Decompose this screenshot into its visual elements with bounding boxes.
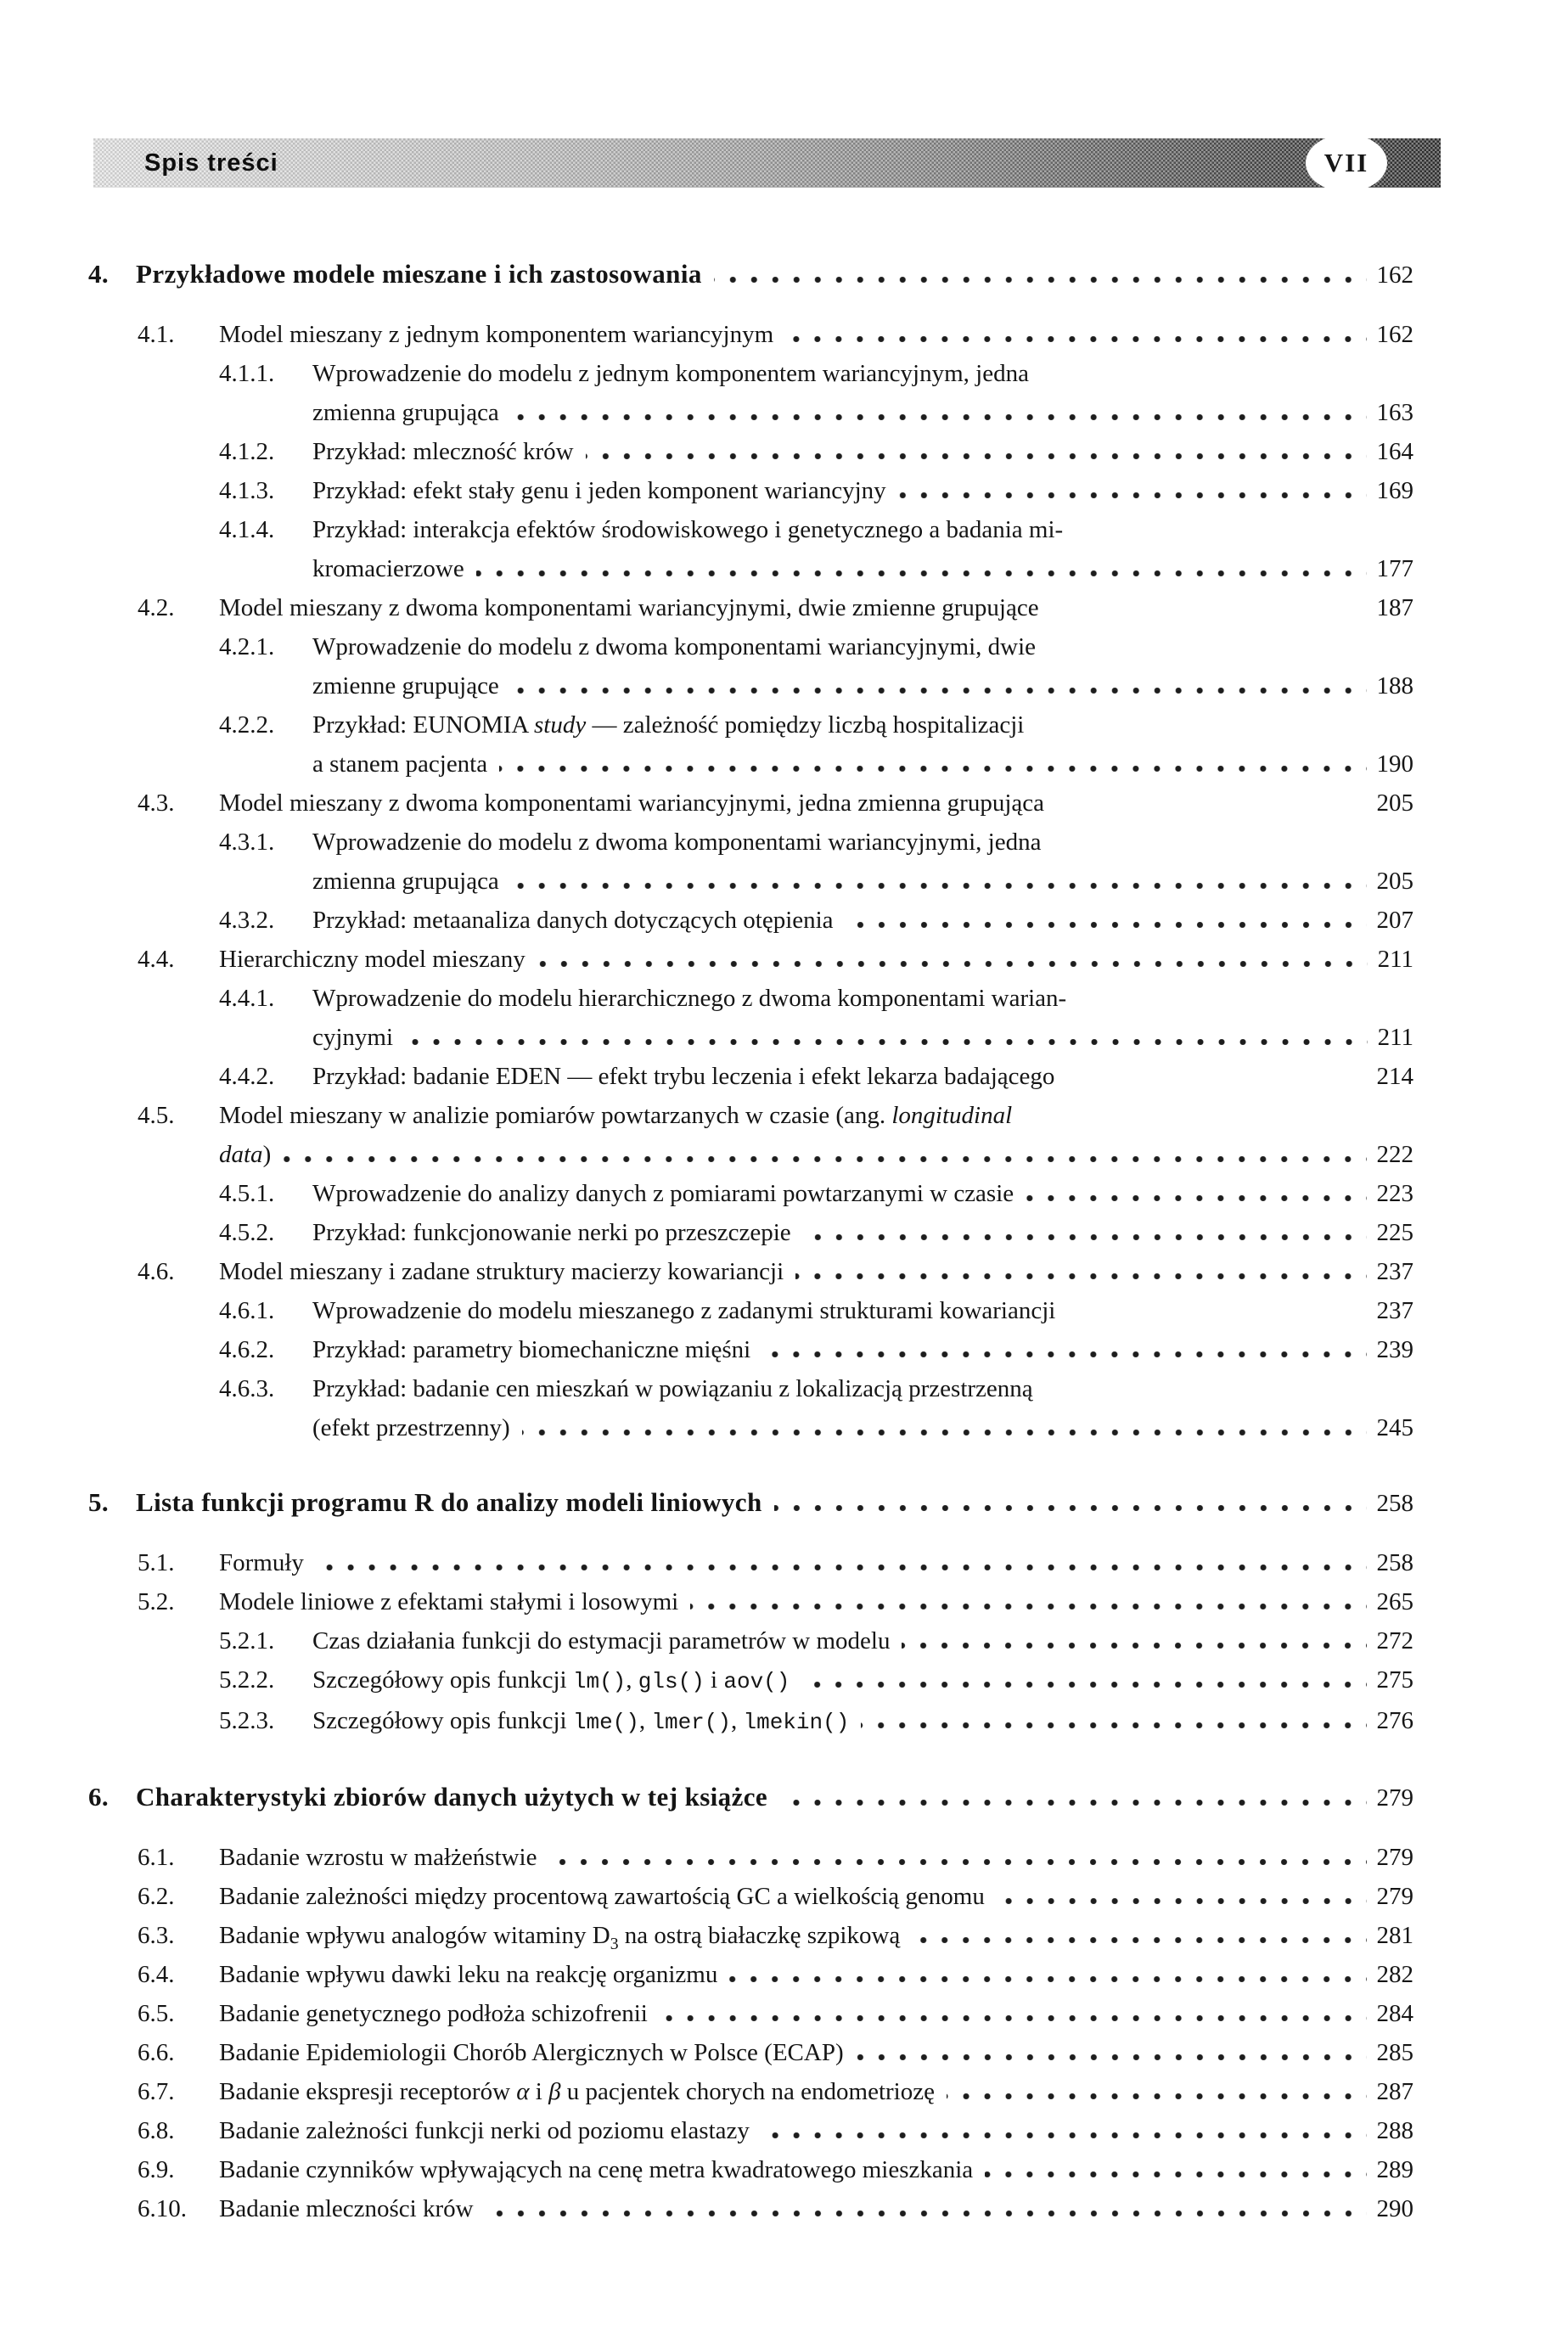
- toc-entry-line: [88, 901, 1413, 940]
- entry-title: [219, 940, 525, 979]
- entry-text-segment: Przykład: efekt stały genu i jeden komponent wariancyjny: [312, 477, 886, 504]
- toc-entry-line: [88, 666, 1413, 705]
- entry-number: 6.7.: [138, 2078, 175, 2105]
- entry-text-segment: Przykład: funkcjonowanie nerki po przeszczepie: [312, 1219, 791, 1246]
- entry-number: 6.3.: [138, 1922, 175, 1949]
- entry-page-number: 290: [1376, 2195, 1413, 2222]
- chapter-number: 6.: [88, 1782, 110, 1812]
- entry-text-segment: Model mieszany z dwoma komponentami wariancyjnymi, jedna zmienna grupująca: [219, 789, 1044, 817]
- toc-entry-line: [88, 1838, 1413, 1877]
- entry-title: [312, 1621, 890, 1660]
- entry-text-segment: zmienna grupująca: [312, 868, 499, 895]
- entry-text-segment: Przykład: badanie cen mieszkań w powiązaniu z lokalizacją przestrzenną: [312, 1375, 1033, 1402]
- entry-title: [312, 979, 1066, 1018]
- dot-leader: [1056, 805, 1367, 811]
- toc-entry-line: [88, 549, 1413, 588]
- page-number-badge: VII: [1306, 134, 1387, 192]
- toc-entry-line: [88, 315, 1413, 354]
- dot-leader: [486, 2211, 1367, 2216]
- entry-title: [312, 1213, 791, 1252]
- toc-entry-line: [88, 823, 1413, 862]
- entry-page-number: 287: [1376, 2078, 1413, 2105]
- entry-text-i: β: [548, 2078, 561, 2105]
- entry-page-number: 225: [1376, 1219, 1413, 1246]
- entry-text-segment: Przykład: interakcja efektów środowiskowego i genetycznego a badania mi-: [312, 516, 1064, 543]
- entry-number: 4.1.1.: [219, 360, 275, 387]
- entry-title: [219, 2150, 973, 2189]
- entry-page-number: 163: [1376, 399, 1413, 426]
- entry-text-c: gls(): [638, 1669, 705, 1694]
- entry-text-segment: Szczegółowy opis funkcji: [312, 1707, 573, 1734]
- entry-text-segment: Przykład: EUNOMIA: [312, 711, 534, 739]
- entry-number: 4.4.1.: [219, 985, 275, 1012]
- entry-text-segment: Przykład: badanie EDEN — efekt trybu leczenia i efekt lekarza badającego: [312, 1063, 1055, 1090]
- entry-text-segment: Przykład: metaanaliza danych dotyczących otępienia: [312, 907, 834, 934]
- entry-number: 4.2.: [138, 594, 175, 621]
- entry-page-number: 214: [1376, 1063, 1413, 1090]
- entry-page-number: 188: [1376, 672, 1413, 699]
- entry-number: 6.9.: [138, 2156, 175, 2183]
- entry-number: 4.1.4.: [219, 516, 275, 543]
- entry-number: 6.1.: [138, 1844, 175, 1871]
- toc-entry-line: [88, 1955, 1413, 1994]
- toc-entry-line: [88, 588, 1413, 627]
- entry-text-i: longitudinal: [891, 1102, 1013, 1129]
- toc-entry-line: [88, 1057, 1413, 1096]
- entry-text-segment: Badanie zależności między procentową zawartością GC a wielkością genomu: [219, 1883, 985, 1910]
- entry-text-segment: Hierarchiczny model mieszany: [219, 946, 525, 973]
- dot-leader: [1051, 610, 1367, 615]
- entry-title: [312, 1660, 790, 1701]
- dot-leader: [729, 1976, 1366, 1982]
- entry-number: 4.4.2.: [219, 1063, 275, 1090]
- entry-number: 4.1.2.: [219, 438, 275, 465]
- entry-text-segment: ,: [638, 1707, 652, 1734]
- entry-text-c: lmer(): [651, 1710, 731, 1735]
- entry-text-c: aov(): [723, 1669, 790, 1694]
- dot-leader: [405, 1039, 1368, 1045]
- toc-entry-line: [88, 510, 1413, 549]
- entry-page-number: 205: [1376, 868, 1413, 895]
- entry-title: [312, 627, 1036, 666]
- entry-page-number: 245: [1376, 1414, 1413, 1441]
- entry-text-segment: Badanie mleczności krów: [219, 2195, 474, 2222]
- entry-title: [312, 901, 834, 940]
- entry-title: [219, 1877, 985, 1916]
- entry-page-number: 207: [1376, 907, 1413, 934]
- entry-text-c: lme(): [572, 1710, 639, 1735]
- dot-leader: [785, 336, 1366, 342]
- entry-text-segment: Wprowadzenie do analizy danych z pomiarami powtarzanymi w czasie: [312, 1180, 1014, 1207]
- entry-number: 4.6.1.: [219, 1297, 275, 1324]
- entry-title: [219, 2033, 844, 2072]
- dot-leader: [762, 2132, 1367, 2138]
- entry-text-segment: Wprowadzenie do modelu z dwoma komponentami wariancyjnymi, dwie: [312, 633, 1037, 660]
- entry-number: 4.5.2.: [219, 1219, 275, 1246]
- entry-page-number: 279: [1376, 1784, 1413, 1812]
- toc-entry-line: [88, 1330, 1413, 1369]
- entry-number: 6.2.: [138, 1883, 175, 1910]
- entry-text-segment: Badanie wpływu dawki leku na reakcję organizmu: [219, 1961, 718, 1988]
- toc-entry-line: [88, 705, 1413, 744]
- dot-leader: [947, 2093, 1367, 2099]
- entry-text-segment: zmienna grupująca: [312, 399, 499, 426]
- chapter-title: [136, 255, 702, 294]
- entry-title: [219, 2189, 474, 2228]
- entry-title: [312, 393, 499, 432]
- entry-text-segment: kromacierzowe: [312, 555, 464, 582]
- dot-leader: [522, 1430, 1367, 1435]
- entry-text-c: lm(): [572, 1669, 627, 1694]
- dot-leader: [902, 1643, 1366, 1649]
- entry-page-number: 237: [1376, 1258, 1413, 1285]
- dot-leader: [537, 961, 1368, 967]
- dot-leader: [861, 1722, 1366, 1728]
- entry-page-number: 289: [1376, 2156, 1413, 2183]
- entry-number: 5.2.: [138, 1588, 175, 1615]
- entry-number: 5.1.: [138, 1549, 175, 1576]
- entry-number: 4.1.3.: [219, 477, 275, 504]
- entry-text-i: study: [533, 711, 587, 739]
- toc-entry-line: [88, 432, 1413, 471]
- entry-title: [312, 432, 574, 471]
- toc-entry-line: [88, 1660, 1413, 1701]
- toc-entry-line: [88, 1543, 1413, 1582]
- entry-title: [312, 666, 499, 705]
- entry-title: [312, 510, 1063, 549]
- chapter-number: 4.: [88, 259, 110, 289]
- entry-number: 4.2.1.: [219, 633, 275, 660]
- entry-text-segment: Przykład: mleczność krów: [312, 438, 574, 465]
- section-title: Spis treści: [144, 149, 278, 177]
- entry-title: [312, 1057, 1054, 1096]
- entry-title: [219, 2072, 935, 2111]
- toc-entry-line: [88, 1018, 1413, 1057]
- toc-entry-line: [88, 1291, 1413, 1330]
- entry-title: [219, 1582, 678, 1621]
- toc-entry-line: [88, 1252, 1413, 1291]
- entry-text-segment: (efekt przestrzenny): [312, 1414, 510, 1441]
- chapter-title: [136, 1483, 762, 1522]
- entry-page-number: 279: [1376, 1844, 1413, 1871]
- dot-leader: [1067, 1312, 1366, 1318]
- entry-number: 4.6.3.: [219, 1375, 275, 1402]
- chapter-title: [136, 1778, 767, 1817]
- entry-title: [312, 862, 499, 901]
- toc-entry-line: [88, 1621, 1413, 1660]
- dot-leader: [283, 1156, 1366, 1162]
- toc-entry-line: [88, 2033, 1413, 2072]
- chapter-6: [88, 1778, 1413, 2228]
- entry-text-segment: — zależność pomiędzy liczbą hospitalizacji: [586, 711, 1025, 739]
- toc-entry-line: [88, 940, 1413, 979]
- entry-title: [312, 1701, 849, 1742]
- entry-page-number: 211: [1377, 1024, 1413, 1051]
- dot-leader: [1026, 1195, 1366, 1201]
- entry-title: [219, 1916, 900, 1955]
- entry-title: [219, 2111, 750, 2150]
- entry-number: 4.6.: [138, 1258, 175, 1285]
- entry-page-number: 190: [1376, 750, 1413, 778]
- header-bar: [93, 138, 1441, 188]
- entry-text-segment: Model mieszany i zadane struktury macierzy kowariancji: [219, 1258, 784, 1285]
- entry-number: 5.2.1.: [219, 1627, 275, 1654]
- toc-entry-line: [88, 1408, 1413, 1447]
- entry-text-segment: Wprowadzenie do modelu z dwoma komponentami wariancyjnymi, jedna: [312, 829, 1042, 856]
- entry-page-number: 164: [1376, 438, 1413, 465]
- entry-title: [312, 549, 464, 588]
- entry-number: 6.10.: [138, 2195, 187, 2222]
- chapter-5: [88, 1483, 1413, 1742]
- entry-text-segment: Badanie wpływu analogów witaminy D: [219, 1922, 610, 1949]
- entry-number: 4.3.: [138, 789, 175, 817]
- toc-entry-line: [88, 1369, 1413, 1408]
- entry-number: 4.6.2.: [219, 1336, 275, 1363]
- entry-number: 4.4.: [138, 946, 175, 973]
- toc-entry-line: [88, 393, 1413, 432]
- entry-title: [312, 705, 1024, 744]
- dot-leader: [548, 1859, 1366, 1865]
- entry-text-segment: Formuły: [219, 1549, 304, 1576]
- entry-text-segment: zmienne grupujące: [312, 672, 499, 699]
- dot-leader: [774, 1505, 1367, 1511]
- entry-title: [312, 471, 886, 510]
- entry-number: 6.4.: [138, 1961, 175, 1988]
- entry-text-segment: a stanem pacjenta: [312, 750, 488, 778]
- toc-entry-line: [88, 744, 1413, 784]
- toc-entry-line: [88, 784, 1413, 823]
- entry-page-number: 223: [1376, 1180, 1413, 1207]
- entry-title: [312, 354, 1029, 393]
- entry-page-number: 288: [1376, 2117, 1413, 2144]
- toc-entry-line: [88, 1916, 1413, 1955]
- toc-entry-line: [88, 1582, 1413, 1621]
- entry-page-number: 284: [1376, 2000, 1413, 2027]
- entry-text-segment: ,: [731, 1707, 744, 1734]
- dot-leader: [586, 453, 1367, 459]
- entry-text-segment: Przykładowe modele mieszane i ich zastosowania: [136, 259, 702, 289]
- toc-entry-line: [88, 471, 1413, 510]
- dot-leader: [660, 2015, 1367, 2021]
- dot-leader: [856, 2054, 1367, 2060]
- entry-text-segment: Modele liniowe z efektami stałymi i losowymi: [219, 1588, 679, 1615]
- toc-entry-line: [88, 2150, 1413, 2189]
- entry-page-number: 279: [1376, 1883, 1413, 1910]
- dot-leader: [511, 414, 1367, 420]
- entry-text-segment: u pacjentek chorych na endometriozę: [560, 2078, 935, 2105]
- entry-text-segment: Charakterystyki zbiorów danych użytych w tej książce: [136, 1782, 768, 1812]
- entry-title: [219, 315, 773, 354]
- entry-number: 4.5.: [138, 1102, 175, 1129]
- entry-title: [219, 1096, 1012, 1135]
- entry-number: 4.1.: [138, 321, 175, 348]
- entry-text-segment: Badanie ekspresji receptorów: [219, 2078, 517, 2105]
- entry-text-segment: Badanie czynników wpływających na cenę metra kwadratowego mieszkania: [219, 2156, 974, 2183]
- toc-entry-line: [88, 1877, 1413, 1916]
- entry-page-number: 258: [1376, 1490, 1413, 1517]
- entry-page-number: 187: [1376, 594, 1413, 621]
- entry-text-segment: Przykład: parametry biomechaniczne mięśni: [312, 1336, 751, 1363]
- dot-leader: [714, 277, 1367, 283]
- entry-number: 4.3.1.: [219, 829, 275, 856]
- chapter-number: 5.: [88, 1487, 110, 1517]
- dot-leader: [779, 1800, 1366, 1806]
- entry-page-number: 276: [1376, 1707, 1413, 1734]
- entry-title: [219, 1252, 784, 1291]
- toc-entry-line: [88, 627, 1413, 666]
- entry-text-segment: i: [529, 2078, 549, 2105]
- entry-text-sub: 3: [610, 1934, 619, 1953]
- dot-leader: [803, 1234, 1367, 1240]
- entry-text-segment: Model mieszany z dwoma komponentami wariancyjnymi, dwie zmienne grupujące: [219, 594, 1039, 621]
- entry-title: [219, 1543, 304, 1582]
- entry-page-number: 162: [1376, 261, 1413, 289]
- entry-page-number: 162: [1376, 321, 1413, 348]
- chapter-4: [88, 255, 1413, 1447]
- dot-leader: [476, 570, 1367, 576]
- entry-title: [312, 1174, 1014, 1213]
- entry-title: [312, 1291, 1055, 1330]
- entry-page-number: 265: [1376, 1588, 1413, 1615]
- entry-number: 6.5.: [138, 2000, 175, 2027]
- entry-number: 5.2.3.: [219, 1707, 275, 1734]
- dot-leader: [898, 492, 1367, 498]
- toc: [88, 219, 1413, 2228]
- entry-page-number: 272: [1376, 1627, 1413, 1654]
- toc-entry-line: [88, 1994, 1413, 2033]
- entry-number: 4.5.1.: [219, 1180, 275, 1207]
- entry-page-number: 258: [1376, 1549, 1413, 1576]
- entry-text-segment: Model mieszany w analizie pomiarów powtarzanych w czasie (ang.: [219, 1102, 892, 1129]
- entry-page-number: 169: [1376, 477, 1413, 504]
- entry-text-segment: Badanie wzrostu w małżeństwie: [219, 1844, 537, 1871]
- entry-text-segment: ): [262, 1141, 272, 1168]
- dot-leader: [499, 766, 1366, 772]
- toc-entry-line: [88, 862, 1413, 901]
- toc-entry-line: [88, 979, 1413, 1018]
- dot-leader: [846, 922, 1367, 928]
- entry-text-segment: i: [704, 1666, 724, 1694]
- chapter-heading: [88, 255, 1413, 295]
- chapter-heading: [88, 1483, 1413, 1523]
- entry-title: [219, 1838, 537, 1877]
- entry-text-segment: ,: [626, 1666, 638, 1694]
- entry-page-number: 282: [1376, 1961, 1413, 1988]
- entry-title: [312, 744, 487, 784]
- entry-text-segment: Model mieszany z jednym komponentem wariancyjnym: [219, 321, 774, 348]
- entry-number: 6.8.: [138, 2117, 175, 2144]
- entry-title: [219, 588, 1039, 627]
- entry-page-number: 177: [1376, 555, 1413, 582]
- entry-text-segment: cyjnymi: [312, 1024, 394, 1051]
- toc-entry-line: [88, 1174, 1413, 1213]
- entry-page-number: 285: [1376, 2039, 1413, 2066]
- toc-entry-line: [88, 354, 1413, 393]
- entry-text-segment: Badanie zależności funkcji nerki od poziomu elastazy: [219, 2117, 750, 2144]
- dot-leader: [511, 688, 1367, 694]
- entry-text-segment: Badanie Epidemiologii Chorób Alergicznych w Polsce (ECAP): [219, 2039, 844, 2066]
- entry-title: [312, 1018, 393, 1057]
- entry-title: [312, 1408, 510, 1447]
- entry-page-number: 239: [1376, 1336, 1413, 1363]
- entry-title: [219, 784, 1044, 823]
- toc-entry-line: [88, 2189, 1413, 2228]
- dot-leader: [795, 1273, 1366, 1279]
- entry-number: 4.3.2.: [219, 907, 275, 934]
- entry-title: [219, 1135, 271, 1174]
- entry-text-segment: Wprowadzenie do modelu mieszanego z zadanymi strukturami kowariancji: [312, 1297, 1056, 1324]
- toc-entry-line: [88, 1701, 1413, 1742]
- entry-title: [219, 1955, 717, 1994]
- entry-number: 5.2.2.: [219, 1666, 275, 1694]
- entry-page-number: 205: [1376, 789, 1413, 817]
- entry-title: [312, 1330, 750, 1369]
- dot-leader: [1066, 1078, 1366, 1084]
- dot-leader: [511, 883, 1367, 889]
- entry-title: [312, 823, 1041, 862]
- entry-number: 6.6.: [138, 2039, 175, 2066]
- dot-leader: [316, 1565, 1367, 1570]
- toc-entry-line: [88, 1213, 1413, 1252]
- entry-title: [312, 1369, 1033, 1408]
- chapter-heading: [88, 1778, 1413, 1817]
- dot-leader: [690, 1604, 1366, 1609]
- dot-leader: [762, 1351, 1366, 1357]
- toc-entry-line: [88, 2072, 1413, 2111]
- entry-text-segment: Wprowadzenie do modelu hierarchicznego z dwoma komponentami warian-: [312, 985, 1067, 1012]
- toc-entry-line: [88, 1135, 1413, 1174]
- dot-leader: [801, 1682, 1366, 1688]
- dot-leader: [912, 1937, 1366, 1943]
- entry-text-segment: Lista funkcji programu R do analizy modeli liniowych: [136, 1487, 762, 1517]
- entry-page-number: 281: [1376, 1922, 1413, 1949]
- entry-text-segment: Wprowadzenie do modelu z jednym komponentem wariancyjnym, jedna: [312, 360, 1029, 387]
- entry-text-segment: na ostrą białaczkę szpikową: [618, 1922, 901, 1949]
- toc-entry-line: [88, 1096, 1413, 1135]
- entry-page-number: 237: [1376, 1297, 1413, 1324]
- entry-text-segment: Czas działania funkcji do estymacji parametrów w modelu: [312, 1627, 891, 1654]
- entry-title: [219, 1994, 648, 2033]
- dot-leader: [997, 1898, 1367, 1904]
- entry-page-number: 211: [1377, 946, 1413, 973]
- toc-entry-line: [88, 2111, 1413, 2150]
- entry-page-number: 222: [1376, 1141, 1413, 1168]
- entry-number: 4.2.2.: [219, 711, 275, 739]
- entry-text-segment: Szczegółowy opis funkcji: [312, 1666, 573, 1694]
- entry-text-i: data: [219, 1141, 263, 1168]
- entry-text-segment: Badanie genetycznego podłoża schizofrenii: [219, 2000, 648, 2027]
- entry-page-number: 275: [1376, 1666, 1413, 1694]
- dot-leader: [985, 2171, 1366, 2177]
- entry-text-i: α: [516, 2078, 530, 2105]
- entry-text-c: lmekin(): [743, 1710, 850, 1735]
